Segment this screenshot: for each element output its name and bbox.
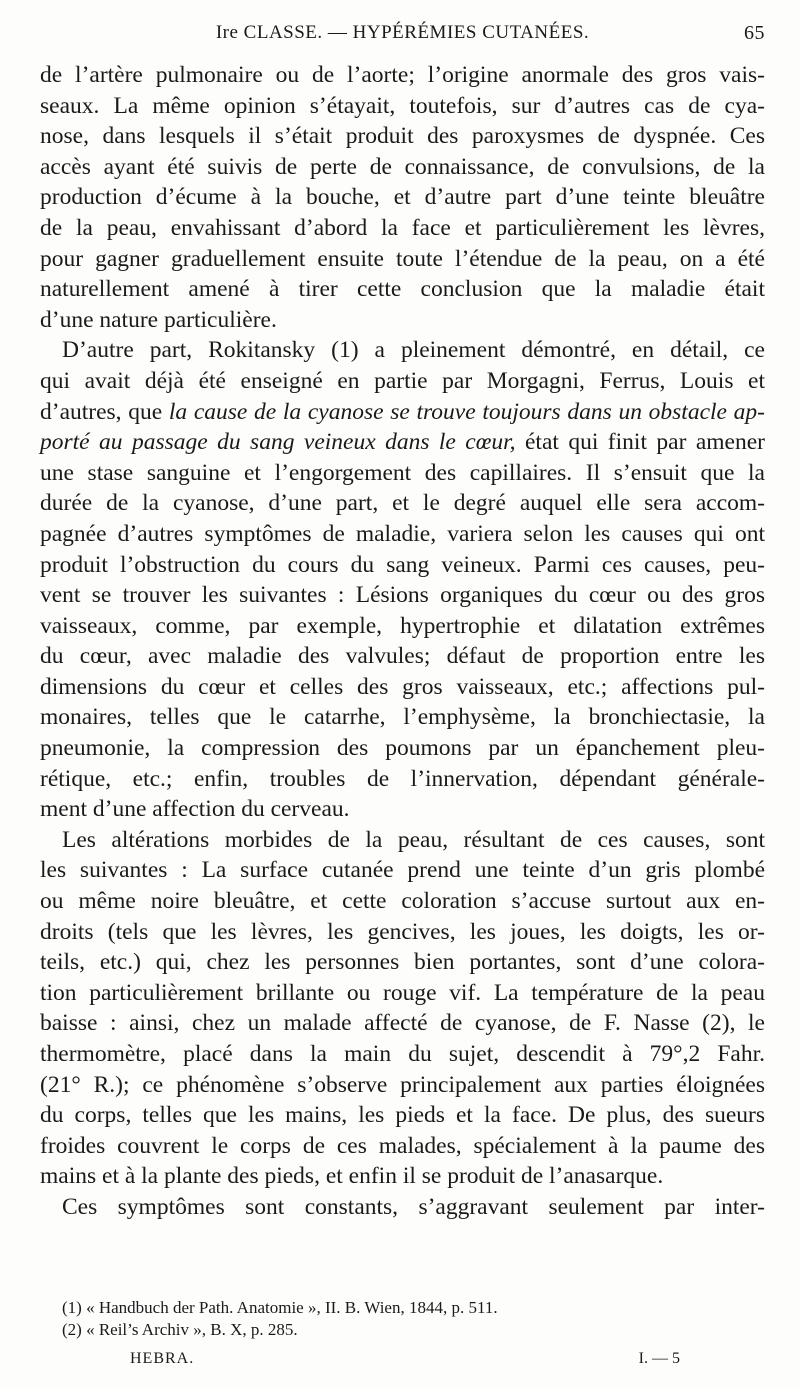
text-line: ment d’une affection du cerveau. xyxy=(40,796,350,823)
text-line: ou même noire bleuâtre, et cette coloration s’accuse surtout aux en- xyxy=(40,888,765,915)
text-line: mains et à la plante des pieds, et enfin il se produit de l’anasarque. xyxy=(40,1163,664,1190)
italic-segment: porté au passage du sang veineux dans le cœur, xyxy=(40,429,516,456)
text-line: dimensions du cœur et celles des gros vaisseaux, etc.; affections pul- xyxy=(40,673,765,700)
text-line: tion particulièrement brillante ou rouge vif. La température de la peau xyxy=(40,979,765,1006)
text-line: Ces symptômes sont constants, s’aggravant seulement par inter- xyxy=(62,1193,765,1220)
text-line: production d’écume à la bouche, et d’autre part d’une teinte bleuâtre xyxy=(40,184,765,211)
text-line: teils, etc.) qui, chez les personnes bien portantes, sont d’une colora- xyxy=(40,949,765,976)
text-line: rétique, etc.; enfin, troubles de l’innervation, dépendant générale- xyxy=(40,765,765,792)
footnote: (1) « Handbuch der Path. Anatomie », II. B. Wien, 1844, p. 511. xyxy=(62,1298,498,1317)
text-line: pagnée d’autres symptômes de maladie, variera selon les causes qui ont xyxy=(40,520,765,547)
italic-segment: la cause de la cyanose se trouve toujours dans un obstacle ap- xyxy=(168,398,765,425)
text-line: baisse : ainsi, chez un malade affecté de cyanose, de F. Nasse (2), le xyxy=(40,1010,765,1037)
text-line: une stase sanguine et l’engorgement des capillaires. Il s’ensuit que la xyxy=(40,459,765,486)
running-title: Ire CLASSE. — HYPÉRÉMIES CUTANÉES. xyxy=(215,22,590,43)
text-segment: d’autres, que xyxy=(40,398,169,425)
text-line: thermomètre, placé dans la main du sujet, descendit à 79°,2 Fahr. xyxy=(40,1041,765,1067)
text-line-mixed xyxy=(40,397,765,428)
text-line: vaisseaux, comme, par exemple, hypertrophie et dilatation extrêmes xyxy=(40,612,765,639)
text-line: de l’artère pulmonaire ou de l’aorte; l’origine anormale des gros vais- xyxy=(40,62,765,88)
running-head xyxy=(40,22,765,50)
text-line: vent se trouver les suivantes : Lésions organiques du cœur ou des gros xyxy=(40,582,765,609)
text-line: naturellement amené à tirer cette conclusion que la maladie était xyxy=(40,276,765,303)
text-line: droits (tels que les lèvres, les gencives, les joues, les doigts, les or- xyxy=(40,918,765,945)
text-line: froides couvrent le corps de ces malades, spécialement à la paume des xyxy=(40,1132,765,1159)
text-line: produit l’obstruction du cours du sang veineux. Parmi ces causes, peu- xyxy=(40,551,765,578)
text-line: d’une nature particulière. xyxy=(40,306,277,333)
text-line: qui avait déjà été enseigné en partie par Morgagni, Ferrus, Louis et xyxy=(40,367,765,394)
text-line: les suivantes : La surface cutanée prend une teinte d’un gris plombé xyxy=(40,857,765,884)
signature-author: HEBRA. xyxy=(130,1350,195,1367)
text-line-mixed xyxy=(40,427,765,458)
text-line: pour gagner graduellement ensuite toute l’étendue de la peau, on a été xyxy=(40,245,765,272)
text-line: du corps, telles que les mains, les pieds et la face. De plus, des sueurs xyxy=(40,1102,765,1129)
text-line: nose, dans lesquels il s’était produit des paroxysmes de dyspnée. Ces xyxy=(40,123,765,150)
text-line: durée de la cyanose, d’une part, et le degré auquel elle sera accom- xyxy=(40,490,765,517)
text-line: monaires, telles que le catarrhe, l’emphysème, la bronchiectasie, la xyxy=(40,704,765,731)
text-line: seaux. La même opinion s’étayait, toutefois, sur d’autres cas de cya- xyxy=(40,92,765,119)
text-line: (21° R.); ce phénomène s’observe principalement aux parties éloignées xyxy=(40,1071,765,1098)
page-number: 65 xyxy=(744,22,765,44)
text-line: du cœur, avec maladie des valvules; défaut de proportion entre les xyxy=(40,643,765,670)
signature-line xyxy=(130,1350,680,1374)
footnotes xyxy=(62,1297,762,1341)
text-line: pneumonie, la compression des poumons par un épanchement pleu- xyxy=(40,735,765,762)
footnote: (2) « Reil’s Archiv », B. X, p. 285. xyxy=(62,1320,298,1339)
body-text xyxy=(40,60,765,1223)
text-line: accès ayant été suivis de perte de connaissance, de convulsions, de la xyxy=(40,153,765,180)
text-line: D’autre part, Rokitansky (1) a pleinement démontré, en détail, ce xyxy=(62,337,765,364)
text-line: de la peau, envahissant d’abord la face et particulièrement les lèvres, xyxy=(40,214,765,241)
signature-mark: I. — 5 xyxy=(638,1350,680,1367)
text-segment: état qui finit par amener xyxy=(515,429,765,456)
text-line: Les altérations morbides de la peau, résultant de ces causes, sont xyxy=(62,826,765,853)
